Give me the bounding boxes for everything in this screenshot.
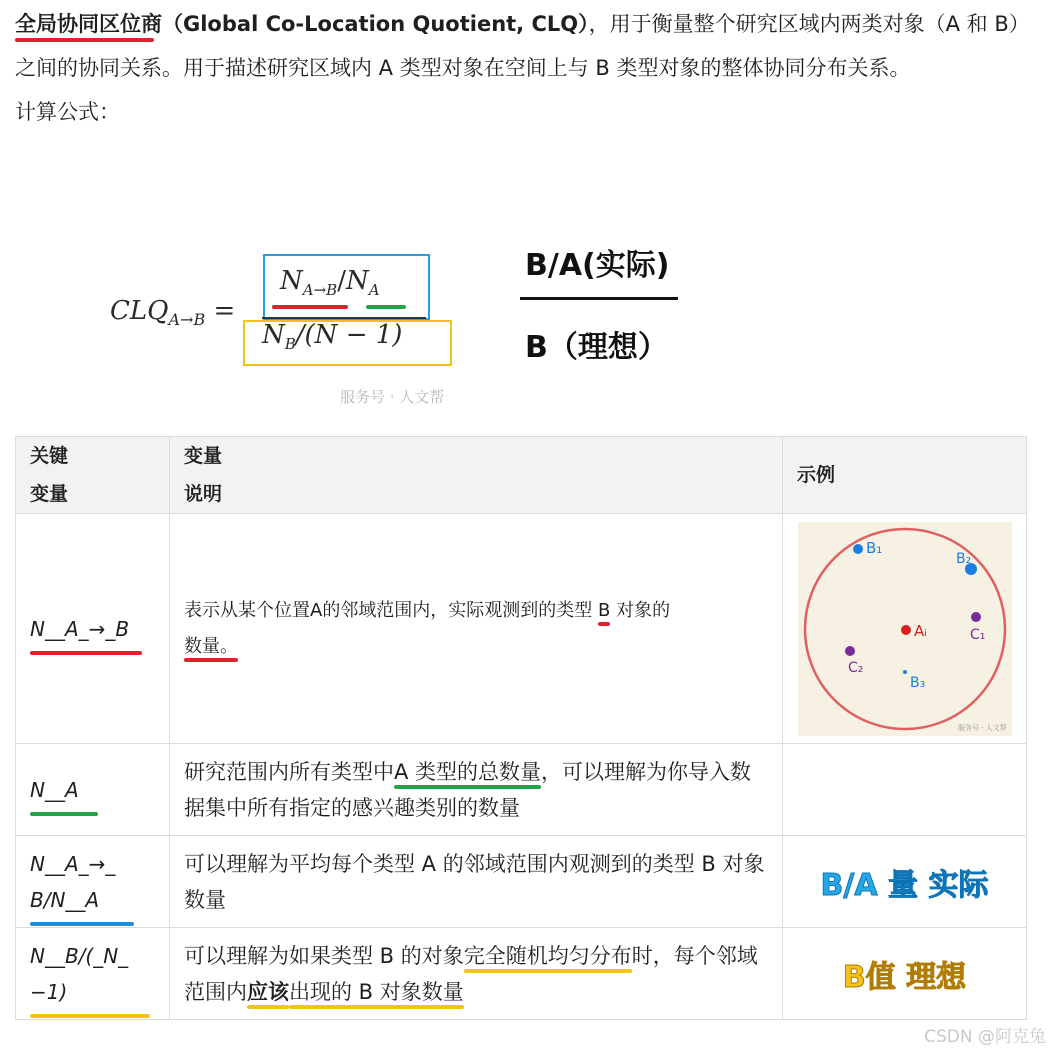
term-english: （Global Co-Location Quotient, CLQ） — [162, 12, 589, 36]
table-row — [16, 514, 1027, 744]
example-diagram-cell — [783, 514, 1027, 744]
point-c1 — [971, 612, 981, 622]
intro-text: ，用于衡量整个研究区域内两类对象（A 和 B）之间的协同关系。用于描述研究区域内 A 类型对象在空间上与 B 类型对象的整体协同分布关系。 — [15, 12, 1030, 80]
variables-table — [15, 436, 1027, 1020]
table-row — [16, 836, 1027, 928]
csdn-watermark: CSDN @阿克兔 — [924, 1027, 1046, 1047]
point-ai — [901, 625, 911, 635]
variable-description: 表示从某个位置A的邻域范围内，实际观测到的类型 B 对象的 数量。 — [170, 514, 783, 744]
variable-description: 可以理解为平均每个类型 A 的邻域范围内观测到的类型 B 对象数量 — [170, 836, 783, 928]
fraction-line — [262, 317, 426, 319]
label-b3: B₃ — [909, 674, 925, 691]
ratio-line — [520, 297, 678, 300]
label-b1: B₁ — [865, 538, 882, 557]
ratio-ideal: B（理想） — [525, 330, 668, 365]
variable-name: N__A_→_ B/N__A — [30, 846, 115, 918]
variable-description: 可以理解为如果类型 B 的对象完全随机均匀分布时，每个邻域范围内应该出现的 B 对象数量 — [170, 928, 783, 1020]
variable-name: N__B/(_N_ −1) — [30, 938, 128, 1010]
watermark: 服务号 · 人文帮 — [340, 388, 445, 406]
green-underline — [366, 305, 406, 309]
formula-denominator: $N_B/(N - 1)$ — [262, 320, 403, 354]
diagram-watermark: 服务号 · 人文帮 — [957, 723, 1007, 732]
example-ideal: B值 理想 — [783, 928, 1027, 1020]
formula-lhs: $CLQ_{A\to B}$ = — [110, 296, 236, 330]
table-header-row — [16, 437, 1027, 514]
red-underline — [272, 305, 348, 309]
label-ai: Aᵢ — [913, 621, 927, 640]
label-c2: C₂ — [847, 659, 863, 676]
variable-description: 研究范围内所有类型中A 类型的总数量，可以理解为你导入数据集中所有指定的感兴趣类别的数量 — [170, 744, 783, 836]
header-example: 示例 — [783, 437, 1027, 514]
variable-name: N__A — [30, 772, 79, 808]
header-variable-desc: 变量 说明 — [170, 437, 783, 514]
formula-label: 计算公式： — [15, 100, 120, 124]
table-row — [16, 744, 1027, 836]
table-row — [16, 928, 1027, 1020]
label-b2: B₂ — [955, 550, 971, 567]
header-key-variable: 关键 变量 — [16, 437, 170, 514]
point-b1 — [853, 544, 863, 554]
colocation-diagram — [798, 522, 1012, 736]
example-actual: B/A 量 实际 — [783, 836, 1027, 928]
variable-name: N__A_→_B — [30, 611, 129, 647]
point-b3 — [903, 670, 907, 674]
intro-paragraph — [15, 2, 1030, 134]
term-highlight: 全局协同区位商 — [15, 12, 162, 36]
point-c2 — [845, 646, 855, 656]
label-c1: C₁ — [969, 626, 985, 643]
formula-numerator: $N_{A\to B}/N_A$ — [280, 266, 380, 300]
ratio-actual: B/A(实际) — [525, 248, 670, 283]
